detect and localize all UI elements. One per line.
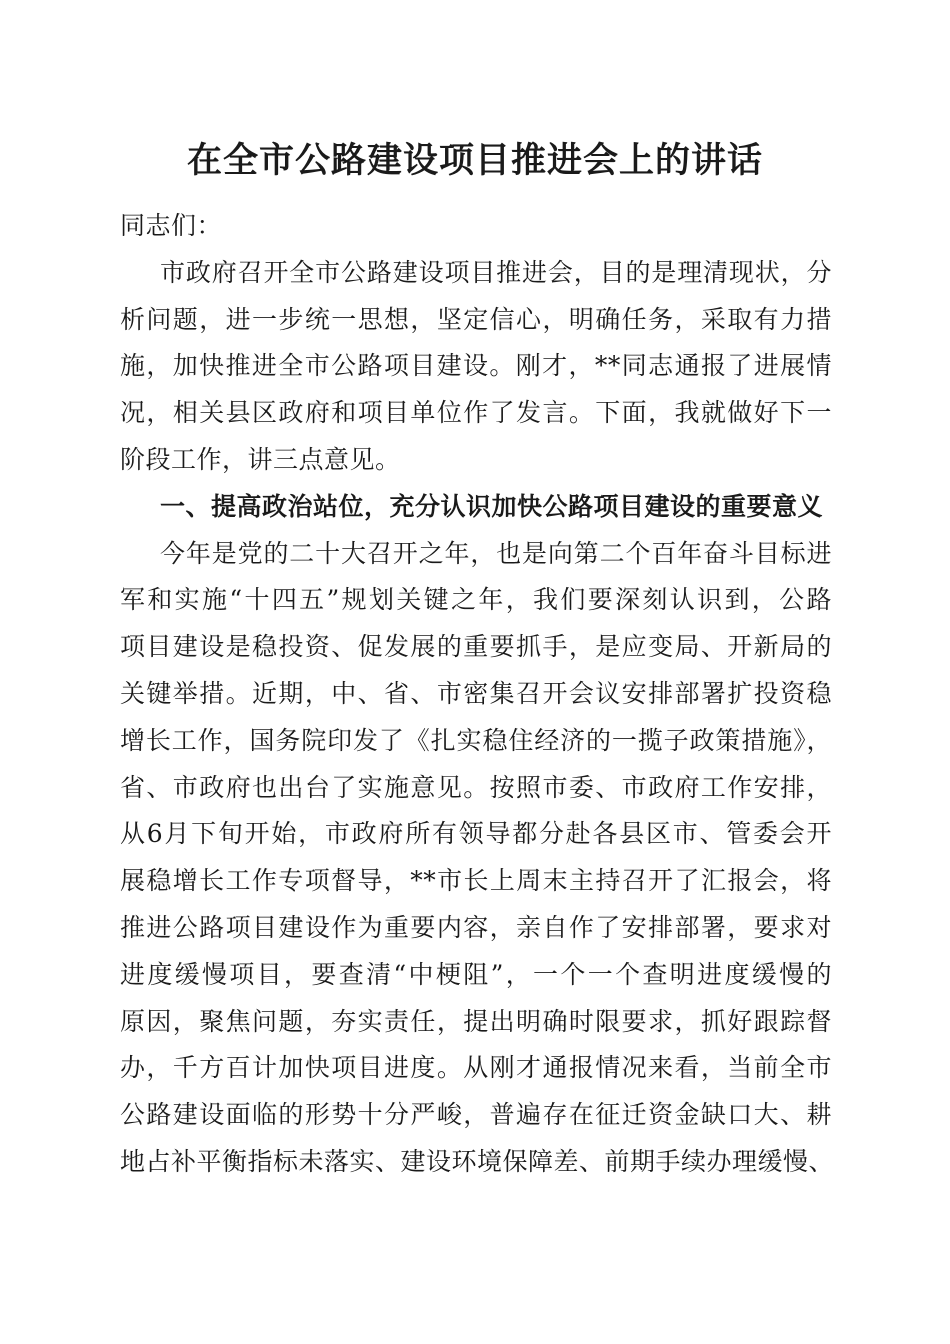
paragraph-line: 关键举措。近期，中、省、市密集召开会议安排部署扩投资稳 <box>120 678 832 708</box>
paragraph-line: 项目建设是稳投资、促发展的重要抓手，是应变局、开新局的 <box>120 632 832 662</box>
paragraph-line: 地占补平衡指标未落实、建设环境保障差、前期手续办理缓慢、 <box>120 1146 835 1176</box>
paragraph-line: 进度缓慢项目，要查清“中梗阻”，一个一个查明进度缓慢的 <box>120 959 832 989</box>
paragraph-line: 从6月下旬开始，市政府所有领导都分赴各县区市、管委会开 <box>120 819 832 849</box>
section-heading-1: 一、提高政治站位，充分认识加快公路项目建设的重要意义 <box>160 491 824 521</box>
paragraph-line: 阶段工作，讲三点意见。 <box>120 444 401 474</box>
paragraph-line: 办，千方百计加快项目进度。从刚才通报情况来看，当前全市 <box>120 1053 832 1083</box>
paragraph-intro <box>120 250 832 484</box>
document-body <box>120 203 835 1186</box>
document-title: 在全市公路建设项目推进会上的讲话 <box>186 140 763 181</box>
paragraph-section-1 <box>120 531 835 1186</box>
paragraph-line: 增长工作，国务院印发了《扎实稳住经济的一揽子政策措施》， <box>120 725 832 755</box>
paragraph-line: 省、市政府也出台了实施意见。按照市委、市政府工作安排， <box>120 772 832 802</box>
salutation: 同志们： <box>120 211 223 240</box>
paragraph-line: 况，相关县区政府和项目单位作了发言。下面，我就做好下一 <box>120 398 832 428</box>
paragraph-line: 推进公路项目建设作为重要内容，亲自作了安排部署，要求对 <box>120 912 832 942</box>
paragraph-line: 展稳增长工作专项督导，**市长上周末主持召开了汇报会，将 <box>120 866 832 896</box>
paragraph-line: 公路建设面临的形势十分严峻，普遍存在征迁资金缺口大、耕 <box>120 1100 832 1130</box>
paragraph-line: 析问题，进一步统一思想，坚定信心，明确任务，采取有力措 <box>120 304 832 334</box>
paragraph-line: 原因，聚焦问题，夯实责任，提出明确时限要求，抓好跟踪督 <box>120 1006 832 1036</box>
paragraph-line: 今年是党的二十大召开之年，也是向第二个百年奋斗目标进 <box>160 538 832 568</box>
paragraph-line: 军和实施“十四五”规划关键之年，我们要深刻认识到，公路 <box>120 585 832 615</box>
paragraph-line: 施，加快推进全市公路项目建设。刚才，**同志通报了进展情 <box>120 351 832 381</box>
paragraph-line: 市政府召开全市公路建设项目推进会，目的是理清现状，分 <box>160 257 832 287</box>
